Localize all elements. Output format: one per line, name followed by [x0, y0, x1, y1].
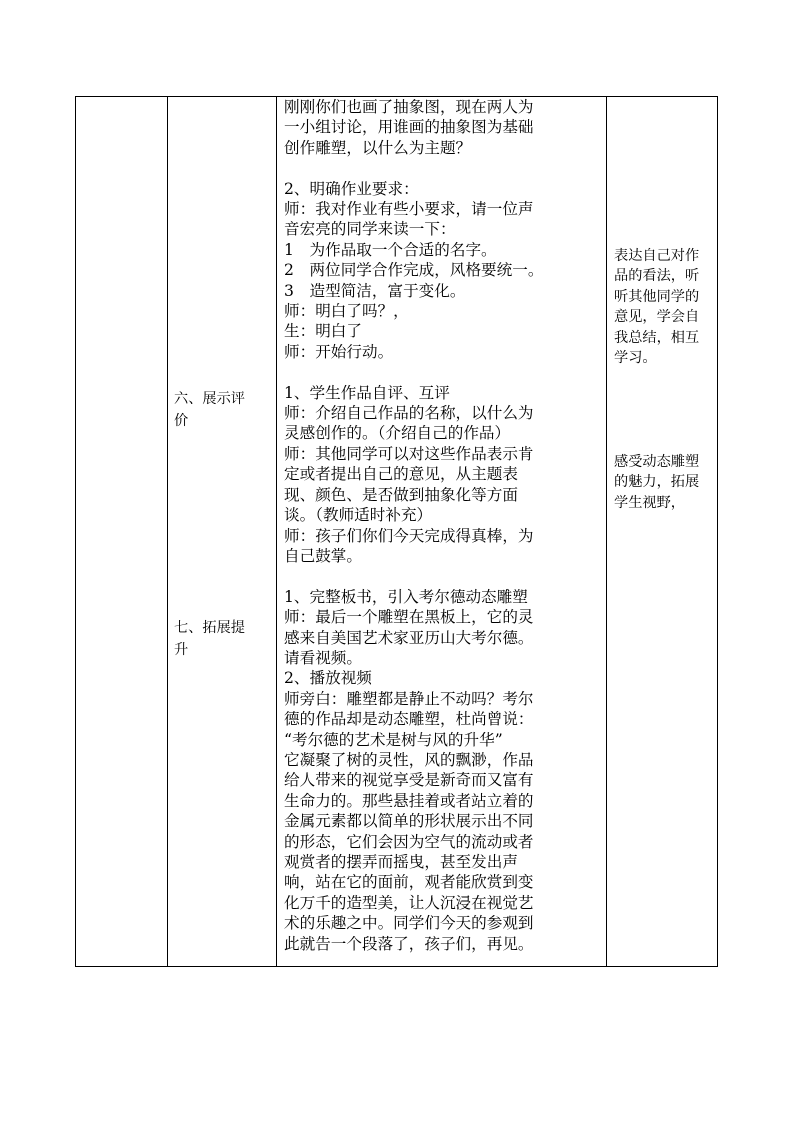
content-line: 音宏亮的同学来读一下：: [284, 220, 456, 239]
blank-line: [284, 362, 609, 382]
content-line: 感来自美国艺术家亚历山大考尔德。: [284, 628, 534, 647]
stage-seven-extension: [174, 617, 274, 661]
content-line: 师：最后一个雕塑在黑板上，它的灵: [284, 608, 534, 627]
column-divider: [276, 97, 277, 966]
design-intent-note-1: [614, 246, 716, 368]
note-line: 学习。: [614, 350, 657, 367]
content-line: “考尔德的艺术是树与风的升华”: [284, 730, 503, 749]
content-line: 现、颜色、是否做到抽象化等方面: [284, 485, 518, 504]
content-line: 观赏者的摆弄而摇曳，甚至发出声: [284, 852, 518, 871]
content-line: 谈。（教师适时补充）: [284, 506, 433, 525]
content-line: 师：开始行动。: [284, 342, 394, 361]
note-line: 学生视野，: [614, 494, 685, 511]
content-line: 师：我对作业有些小要求，请一位声: [284, 200, 534, 219]
stage-label-line: 升: [174, 642, 189, 658]
content-line: 它凝聚了树的灵性，风的飘渺，作品: [284, 750, 534, 769]
content-line: 2、明确作业要求：: [284, 179, 419, 198]
content-line: 化万千的造型美，让人沉浸在视觉艺: [284, 893, 534, 912]
stage-label-line: 七、拓展提: [174, 620, 245, 636]
content-line: 金属元素都以简单的形状展示出不同: [284, 812, 534, 831]
content-line: 灵感创作的。（介绍自己的作品）: [284, 424, 511, 443]
blank-line: [284, 158, 609, 178]
content-line: 自己鼓掌。: [284, 546, 362, 565]
note-line: 意见，学会自: [614, 309, 700, 326]
content-line: 此就告一个段落了，孩子们，再见。: [284, 934, 534, 953]
content-line: 刚刚你们也画了抽象图，现在两人为: [284, 98, 534, 116]
content-line: 生：明白了: [284, 322, 362, 341]
content-line: 德的作品却是动态雕塑，杜尚曾说：: [284, 710, 534, 729]
content-line: 2 两位同学合作完成，风格要统一。: [284, 261, 544, 280]
note-line: 品的看法，听: [614, 268, 700, 285]
stage-label-line: 价: [174, 413, 189, 429]
content-line: 响，站在它的面前，观者能欣赏到变: [284, 873, 534, 892]
content-line: 的形态，它们会因为空气的流动或者: [284, 832, 534, 851]
content-line: 术的乐趣之中。同学们今天的参观到: [284, 914, 534, 933]
content-line: 定或者提出自己的意见，从主题表: [284, 465, 518, 484]
note-line: 感受动态雕塑: [614, 454, 700, 470]
note-line: 听其他同学的: [614, 288, 700, 305]
content-line: 1、完整板书，引入考尔德动态雕塑: [284, 587, 528, 606]
blank-line: [284, 566, 609, 586]
design-intent-note-2: [614, 452, 716, 513]
lesson-plan-table: [75, 96, 718, 967]
content-line: 一小组讨论，用谁画的抽象图为基础: [284, 118, 534, 137]
content-line: 请看视频。: [284, 648, 362, 667]
note-line: 我总结，相互: [614, 329, 700, 346]
content-line: 创作雕塑，以什么为主题？: [284, 138, 472, 157]
content-line: 3 造型简洁，富于变化。: [284, 281, 466, 300]
content-line: 生命力的。那些悬挂着或者站立着的: [284, 791, 534, 810]
content-line: 2、播放视频: [284, 669, 372, 688]
column-divider: [167, 97, 168, 966]
content-line: 师旁白：雕塑都是静止不动吗？考尔: [284, 689, 534, 708]
note-line: 的魅力，拓展: [614, 474, 700, 491]
teaching-content-cell: [284, 97, 609, 954]
content-line: 师：明白了吗？，: [284, 302, 409, 321]
content-line: 1、学生作品自评、互评: [284, 383, 450, 402]
stage-six-display-evaluation: [174, 388, 274, 432]
note-line: 表达自己对作: [614, 248, 700, 264]
stage-label-line: 六、展示评: [174, 391, 245, 407]
content-line: 师：介绍自己作品的名称，以什么为: [284, 404, 534, 423]
content-line: 给人带来的视觉享受是新奇而又富有: [284, 771, 534, 790]
content-line: 1 为作品取一个合适的名字。: [284, 240, 497, 259]
content-line: 师：孩子们你们今天完成得真棒，为: [284, 526, 534, 545]
content-line: 师：其他同学可以对这些作品表示肯: [284, 444, 534, 463]
